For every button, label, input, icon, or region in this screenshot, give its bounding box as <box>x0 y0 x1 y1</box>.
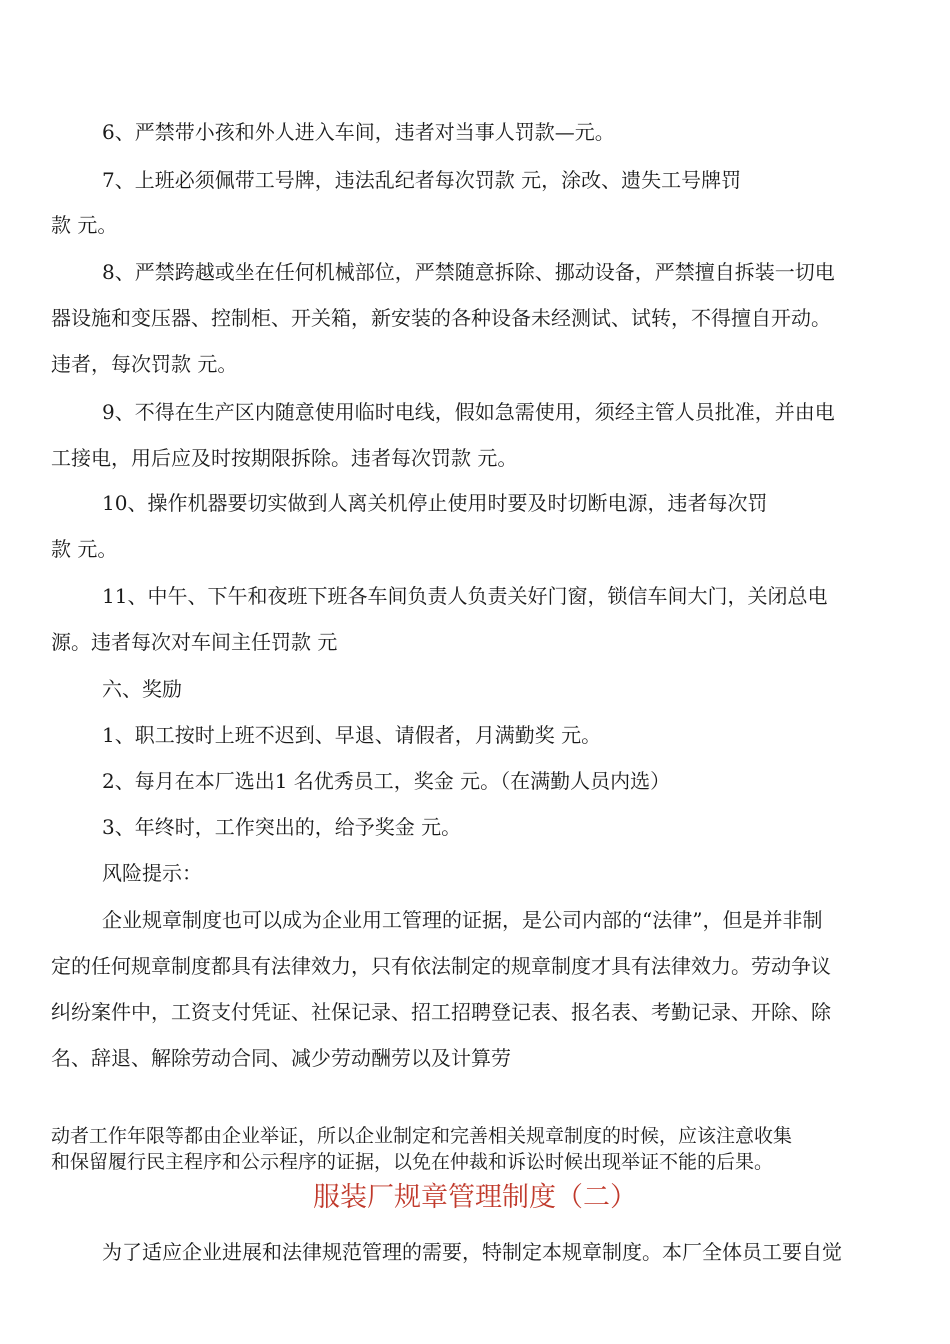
section-rewards-heading: 六、奖励 <box>102 677 182 701</box>
rule-8-line-2: 器设施和变压器、控制柜、开关箱，新安装的各种设备未经测试、试转，不得擅自开动。 <box>51 306 831 330</box>
rule-10-line-1: 10、操作机器要切实做到人离关机停止使用时要及时切断电源，违者每次罚 <box>102 491 768 515</box>
reward-1-line: 1、职工按时上班不迟到、早退、请假者，月满勤奖 元。 <box>102 723 602 747</box>
document-title: 服装厂规章管理制度（二） <box>313 1182 637 1213</box>
risk-para-line-5: 动者工作年限等都由企业举证，所以企业制定和完善相关规章制度的时候，应该注意收集 <box>51 1125 793 1147</box>
reward-2-line: 2、每月在本厂选出1 名优秀员工，奖金 元。（在满勤人员内选） <box>102 769 671 793</box>
rule-9-line-2: 工接电，用后应及时按期限拆除。违者每次罚款 元。 <box>51 446 518 470</box>
rule-8-line-1: 8、严禁跨越或坐在任何机械部位，严禁随意拆除、挪动设备，严禁擅自拆装一切电 <box>102 260 835 284</box>
rule-7-line-2: 款 元。 <box>51 213 118 237</box>
closing-intro-line: 为了适应企业进展和法律规范管理的需要，特制定本规章制度。本厂全体员工要自觉 <box>102 1240 842 1264</box>
rule-11-line-1: 11、中午、下午和夜班下班各车间负责人负责关好门窗，锁信车间大门，关闭总电 <box>102 584 828 608</box>
rule-10-line-2: 款 元。 <box>51 537 118 561</box>
risk-para-line-3: 纠纷案件中，工资支付凭证、社保记录、招工招聘登记表、报名表、考勤记录、开除、除 <box>51 1000 831 1024</box>
rule-7-line-1: 7、上班必须佩带工号牌，违法乱纪者每次罚款 元，涂改、遗失工号牌罚 <box>102 168 742 192</box>
risk-para-line-2: 定的任何规章制度都具有法律效力，只有依法制定的规章制度才具有法律效力。劳动争议 <box>51 954 831 978</box>
rule-8-line-3: 违者，每次罚款 元。 <box>51 352 238 376</box>
reward-3-line: 3、年终时，工作突出的，给予奖金 元。 <box>102 815 462 839</box>
risk-notice-heading: 风险提示： <box>102 861 202 885</box>
rule-6-line: 6、严禁带小孩和外人进入车间，违者对当事人罚款—元。 <box>102 120 615 144</box>
rule-9-line-1: 9、不得在生产区内随意使用临时电线，假如急需使用，须经主管人员批准，并由电 <box>102 400 835 424</box>
risk-para-line-1: 企业规章制度也可以成为企业用工管理的证据，是公司内部的“法律”，但是并非制 <box>102 908 823 932</box>
risk-para-line-4: 名、辞退、解除劳动合同、减少劳动酬劳以及计算劳 <box>51 1046 511 1070</box>
rule-11-line-2: 源。违者每次对车间主任罚款 元 <box>51 630 338 654</box>
risk-para-line-6: 和保留履行民主程序和公示程序的证据，以免在仲裁和诉讼时候出现举证不能的后果。 <box>51 1151 774 1173</box>
